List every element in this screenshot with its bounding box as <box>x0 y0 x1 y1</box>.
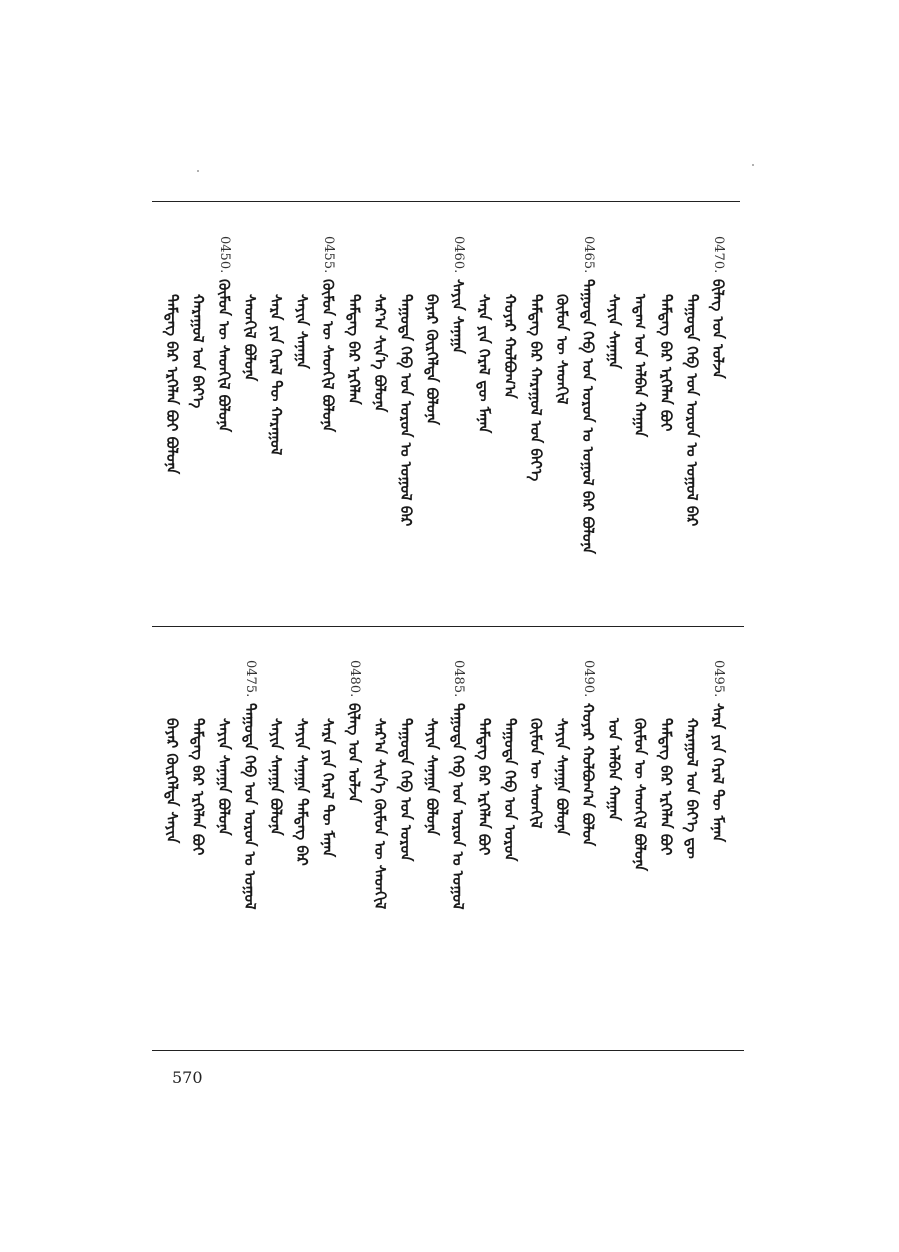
mongolian-text-line: ᠰᠡᠳᠬᠢᠯ ᠪᠣᠯᠤᠨᠠ <box>241 294 259 382</box>
mongolian-text-line: ᠬᠦᠮᠦᠨ ᠦ ᠰᠡᠳᠬᠢᠯ ᠪᠣᠯᠤᠨᠠ <box>319 279 337 433</box>
entry-text-column <box>264 660 288 836</box>
entry-text-column <box>368 660 392 909</box>
entry-head-column <box>342 660 366 803</box>
mongolian-text-line: ᠳᠠᠭᠤᠳᠠ ᠬᠡᠪ ᠤᠨ ᠣᠷᠤᠨ ᠤ ᠤᠭᠤᠯ ᠪᠡᠷ ᠪᠣᠯᠤᠨᠠ <box>579 279 597 555</box>
top-section <box>163 236 732 616</box>
mongolian-text-line: ᠲᠡᠮᠳᠡᠭ ᠪᠠᠷ ᠡᠷᠬᠡᠯᠡᠨ ᠪᠤᠢ <box>189 718 207 856</box>
mongolian-text-line: ᠰᠠᠷ᠎ᠠ ᠰᠢᠨ᠎ᠡ ᠪᠣᠯᠤᠨᠠ <box>371 294 389 413</box>
entry-text-column <box>628 236 652 437</box>
entry-text-column <box>290 660 314 866</box>
entry-text-column <box>342 236 366 405</box>
mongolian-text-line: ᠰᠠᠷᠠ ᠶᠢᠨ ᠭᠡᠷᠡᠯ ᠲᠦ ᠮᠠᠨᠠᠨ <box>709 703 727 843</box>
entry-number: 0475. <box>243 660 258 698</box>
entry-head-column <box>212 236 236 432</box>
mongolian-text-line: ᠰᠠᠶᠢᠨ ᠰᠠᠨᠠᠭᠠ <box>605 294 623 369</box>
mongolian-text-line: ᠳᠠᠭᠤᠳᠠ ᠬᠡᠪ ᠤᠨ ᠣᠷᠤᠨ ᠤ ᠤᠭᠤᠯ <box>241 703 259 910</box>
scan-speck <box>752 164 754 166</box>
mongolian-text-line: ᠳᠠᠭᠤᠳᠠ ᠬᠡᠪ ᠤᠨ ᠣᠷᠤᠨ ᠤ ᠤᠭᠤᠯ ᠪᠡᠷ <box>397 294 415 527</box>
entry-text-column <box>654 236 678 431</box>
entry-text-column <box>524 236 548 481</box>
entry-text-column <box>316 660 340 857</box>
entry-text-column <box>394 660 418 861</box>
mongolian-text-line: ᠠᠳᠠᠭ ᠤᠨ ᠠᠯᠪᠠᠨ ᠬᠠᠭᠠᠨ <box>631 294 649 438</box>
mongolian-text-line: ᠲᠡᠮᠳᠡᠭ ᠪᠠᠷ ᠡᠷᠬᠡᠯᠡᠨ <box>345 294 363 405</box>
mongolian-text-line: ᠬᠣᠶᠠᠷ ᠬᠣᠯᠪᠣᠭ᠎ᠠ ᠪᠣᠯᠤᠨ <box>579 703 597 847</box>
mongolian-text-line: ᠰᠠᠶᠢᠨ ᠰᠠᠨᠠᠭᠠ ᠪᠣᠯᠤᠨᠠ <box>553 718 571 836</box>
mongolian-text-line: ᠪᠢᠯᠡᠭ ᠤᠨ ᠣᠯᠵᠠ <box>709 279 727 379</box>
entry-text-column <box>628 660 652 871</box>
entry-text-column <box>186 660 210 855</box>
bottom-rule <box>152 1050 744 1051</box>
mongolian-text-line: ᠪᠠᠶᠠᠷ ᠬᠦᠷᠭᠡᠯᠲᠡ ᠰᠠᠶᠢᠨ <box>163 718 181 844</box>
entry-text-column <box>264 236 288 455</box>
entry-number: 0470. <box>711 236 726 274</box>
entry-head-column <box>706 660 730 842</box>
page-number: 570 <box>172 1068 203 1087</box>
middle-rule <box>152 626 744 627</box>
entry-text-column <box>524 660 548 828</box>
entry-text-column <box>472 660 496 855</box>
mongolian-text-line: ᠰᠠᠶᠢᠨ ᠰᠠᠨᠠᠭᠠ ᠲᠡᠮᠳᠡᠭ ᠪᠠᠷ <box>293 718 311 866</box>
mongolian-text-line: ᠲᠡᠮᠳᠡᠭ ᠪᠠᠷ ᠡᠷᠬᠡᠯᠡᠨ ᠪᠤᠢ <box>657 718 675 856</box>
mongolian-text-line: ᠬᠦᠮᠦᠨ ᠦ ᠰᠡᠳᠬᠢᠯ ᠪᠣᠯᠤᠨᠠ <box>631 718 649 872</box>
entry-text-column <box>238 236 262 381</box>
mongolian-text-line: ᠤᠨ ᠠᠯᠪᠠᠨ ᠬᠠᠭᠠᠨ <box>605 718 623 821</box>
mongolian-text-line: ᠰᠠᠶᠢᠨ ᠰᠠᠨᠠᠭᠠ ᠪᠣᠯᠤᠨᠠ <box>267 718 285 836</box>
entry-text-column <box>394 236 418 526</box>
entry-text-column <box>498 236 522 399</box>
entry-text-column <box>550 660 574 836</box>
mongolian-text-line: ᠰᠠᠶᠢᠨ ᠰᠠᠨᠠᠭᠠ <box>449 279 467 355</box>
entry-text-column <box>602 236 626 369</box>
entry-text-column <box>186 236 210 408</box>
scan-speck <box>197 170 199 172</box>
mongolian-text-line: ᠰᠠᠷᠠ ᠶᠢᠨ ᠭᠡᠷᠡᠯ ᠲᠦ ᠬᠠᠷᠠᠭᠤᠯ <box>267 294 285 456</box>
entry-text-column <box>290 236 314 369</box>
entry-text-column <box>680 236 704 526</box>
entry-head-column <box>576 660 600 846</box>
bottom-section <box>163 660 732 1040</box>
entry-text-column <box>212 660 236 836</box>
entry-text-column <box>420 236 444 425</box>
entry-head-column <box>316 236 340 432</box>
mongolian-text-line: ᠰᠠᠶᠢᠨ ᠰᠠᠨᠠᠭᠠ <box>293 294 311 369</box>
mongolian-text-line: ᠳᠠᠭᠤᠳᠠ ᠬᠡᠪ ᠤᠨ ᠣᠷᠤᠨ <box>397 718 415 862</box>
mongolian-text-line: ᠬᠠᠷᠠᠭᠤᠯ ᠤᠨ ᠪᠡᠶ᠎ᠡ <box>189 294 207 409</box>
entry-number: 0480. <box>347 660 362 698</box>
mongolian-text-line: ᠬᠦᠮᠦᠨ ᠦ ᠰᠡᠳᠬᠢᠯ <box>553 294 571 405</box>
entry-text-column <box>420 660 444 836</box>
entry-head-column <box>238 660 262 910</box>
entry-head-column <box>446 660 470 910</box>
entry-number: 0485. <box>451 660 466 698</box>
entry-text-column <box>680 660 704 859</box>
entry-text-column <box>498 660 522 861</box>
mongolian-text-line: ᠬᠠᠷᠠᠭᠤᠯ ᠤᠨ ᠪᠡᠶ᠎ᠡ ᠳᠦ <box>683 718 701 859</box>
mongolian-text-line: ᠰᠠᠷ᠎ᠠ ᠰᠢᠨ᠎ᠡ ᠬᠦᠮᠦᠨ ᠦ ᠰᠡᠳᠬᠢᠯ <box>371 718 389 910</box>
mongolian-text-line: ᠪᠢᠯᠡᠭ ᠤᠨ ᠣᠯᠵᠠ <box>345 703 363 803</box>
entry-number: 0450. <box>217 236 232 274</box>
top-rule <box>152 201 740 202</box>
mongolian-text-line: ᠲᠡᠮᠳᠡᠭ ᠪᠠᠷ ᠡᠷᠬᠡᠯᠡᠨ ᠪᠤᠢ <box>475 718 493 856</box>
mongolian-text-line: ᠰᠠᠶᠢᠨ ᠰᠠᠨᠠᠭᠠ ᠪᠣᠯᠤᠨᠠ <box>215 718 233 836</box>
entry-head-column <box>446 236 470 354</box>
entry-number: 0455. <box>321 236 336 274</box>
mongolian-text-line: ᠳᠠᠭᠤᠳᠠ ᠬᠡᠪ ᠤᠨ ᠣᠷᠤᠨ ᠤ ᠤᠭᠤᠯ ᠪᠡᠷ <box>683 294 701 527</box>
entry-head-column <box>706 236 730 379</box>
entry-text-column <box>160 236 184 474</box>
mongolian-text-line: ᠲᠡᠮᠳᠡᠭ ᠪᠠᠷ ᠬᠠᠷᠠᠭᠤᠯ ᠤᠨ ᠪᠡᠶ᠎ᠡ <box>527 294 545 482</box>
mongolian-text-line: ᠬᠦᠮᠦᠨ ᠦ ᠰᠡᠳᠬᠢᠯ ᠪᠣᠯᠤᠨᠠ <box>215 279 233 433</box>
entry-text-column <box>602 660 626 821</box>
mongolian-text-line: ᠬᠦᠮᠦᠨ ᠦ ᠰᠡᠳᠬᠢᠯ <box>527 718 545 829</box>
mongolian-text-line: ᠰᠠᠷᠠ ᠶᠢᠨ ᠭᠡᠷᠡᠯ ᠲᠦ ᠮᠠᠨᠠᠨ <box>319 718 337 858</box>
entry-text-column <box>160 660 184 843</box>
mongolian-text-line: ᠳᠠᠭᠤᠳᠠ ᠬᠡᠪ ᠤᠨ ᠣᠷᠤᠨ <box>501 718 519 862</box>
mongolian-text-line: ᠰᠠᠷᠠ ᠶᠢᠨ ᠭᠡᠷᠡᠯ ᠳᠦ ᠮᠠᠨᠠᠨ <box>475 294 493 434</box>
entry-number: 0460. <box>451 236 466 274</box>
mongolian-text-line: ᠰᠠᠶᠢᠨ ᠰᠠᠨᠠᠭᠠ ᠪᠣᠯᠤᠨᠠ <box>423 718 441 836</box>
entry-number: 0490. <box>581 660 596 698</box>
mongolian-text-line: ᠬᠣᠶᠠᠷ ᠬᠣᠯᠪᠣᠭ᠎ᠠ <box>501 294 519 399</box>
entry-text-column <box>368 236 392 412</box>
entry-text-column <box>472 236 496 433</box>
entry-text-column <box>654 660 678 855</box>
entry-head-column <box>576 236 600 554</box>
entry-number: 0465. <box>581 236 596 274</box>
mongolian-text-line: ᠪᠠᠶᠠᠷ ᠬᠦᠷᠭᠡᠯᠲᠡ ᠪᠤᠯᠤᠨᠠ <box>423 294 441 426</box>
entry-text-column <box>550 236 574 404</box>
mongolian-text-line: ᠲᠡᠮᠳᠡᠭ ᠪᠠᠷ ᠡᠷᠬᠡᠯᠡᠨ ᠪᠤᠢ <box>657 294 675 432</box>
mongolian-text-line: ᠳᠠᠭᠤᠳᠠ ᠬᠡᠪ ᠤᠨ ᠣᠷᠤᠨ ᠤ ᠤᠭᠤᠯ <box>449 703 467 910</box>
entry-number: 0495. <box>711 660 726 698</box>
mongolian-text-line: ᠲᠡᠮᠳᠡᠭ ᠪᠠᠷ ᠡᠷᠬᠡᠯᠡᠨ ᠪᠤᠢ ᠪᠣᠯᠤᠨᠠ <box>163 294 181 475</box>
